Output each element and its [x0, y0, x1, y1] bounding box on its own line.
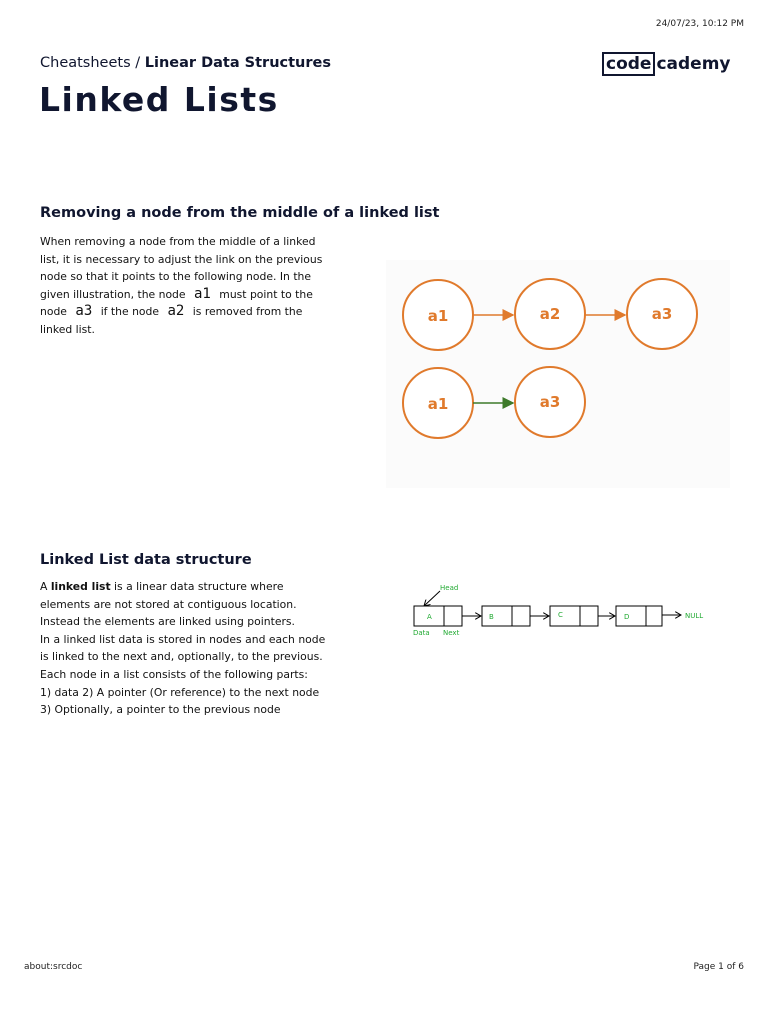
null-label: NULL [685, 612, 704, 620]
node-label-top-3: a3 [651, 305, 673, 323]
node-a-label: A [427, 613, 432, 621]
node-d-next-cell [646, 606, 662, 626]
node-label-top-2: a2 [539, 305, 561, 323]
node-removal-diagram [386, 260, 730, 488]
node-b-label: B [489, 613, 494, 621]
logo-rest-text: cademy [656, 54, 731, 74]
removing-text-4: is removed from the linked list. [40, 305, 303, 336]
node-c-data-cell [550, 606, 580, 626]
section-removing-node-text [40, 233, 332, 339]
node-label-bottom-2: a3 [539, 393, 561, 411]
node-c-label: C [558, 611, 563, 619]
node-label-bottom-1: a1 [427, 395, 449, 413]
section-title-removing-node: Removing a node from the middle of a linked list [40, 205, 440, 221]
codecademy-logo[interactable] [602, 52, 731, 78]
footer-page-number: Page 1 of 6 [693, 962, 744, 972]
linked-list-line-2: In a linked list data is stored in nodes and each node is linked to the next and, optionally, to the previous. [40, 632, 326, 664]
data-caption: Data [413, 629, 430, 637]
node-a-next-cell [444, 606, 462, 626]
node-label-top-1: a1 [427, 307, 449, 325]
node-d-data-cell [616, 606, 646, 626]
inline-code-a3: a3 [75, 303, 93, 320]
next-caption: Next [443, 629, 460, 637]
linked-list-bold-term: linked list [50, 580, 111, 593]
print-date: 24/07/23, 10:12 PM [655, 19, 744, 29]
section-title-linked-list: Linked List data structure [40, 552, 252, 568]
node-b-next-cell [512, 606, 530, 626]
breadcrumb [40, 55, 331, 71]
head-pointer-arrow [424, 591, 440, 606]
footer-url: about:srcdoc [24, 962, 83, 972]
removing-text-2: must point to the node [40, 287, 313, 319]
removing-text-1: When removing a node from the middle of a linked list, it is necessary to adjust the link on the previous node so that it points to the following node. In the given illustration, the node [40, 235, 323, 301]
breadcrumb-separator: / [135, 55, 141, 71]
node-b-data-cell [482, 606, 512, 626]
breadcrumb-root-link[interactable]: Cheatsheets [40, 55, 131, 71]
inline-code-a1: a1 [194, 285, 211, 302]
node-d-label: D [624, 613, 630, 621]
breadcrumb-current[interactable]: Linear Data Structures [144, 55, 331, 71]
removing-text-3: if the node [100, 305, 160, 319]
page-title: Linked Lists [39, 80, 279, 119]
linked-list-intro: A [40, 580, 48, 593]
inline-code-a2: a2 [167, 303, 185, 320]
linked-list-diagram [408, 578, 716, 642]
linked-list-line-4: 1) data 2) A pointer (Or reference) to the next node 3) Optionally, a pointer to the previous node [40, 685, 320, 717]
linked-list-line-3: Each node in a list consists of the following parts: [40, 667, 308, 681]
linked-list-definition: is a linear data structure where elements are not stored at contiguous location. Instead the elements are linked using pointers. [40, 580, 297, 629]
logo-box-text: code [602, 52, 655, 76]
section-linked-list-text [40, 578, 332, 719]
node-c-next-cell [580, 606, 598, 626]
head-label: Head [440, 584, 459, 592]
